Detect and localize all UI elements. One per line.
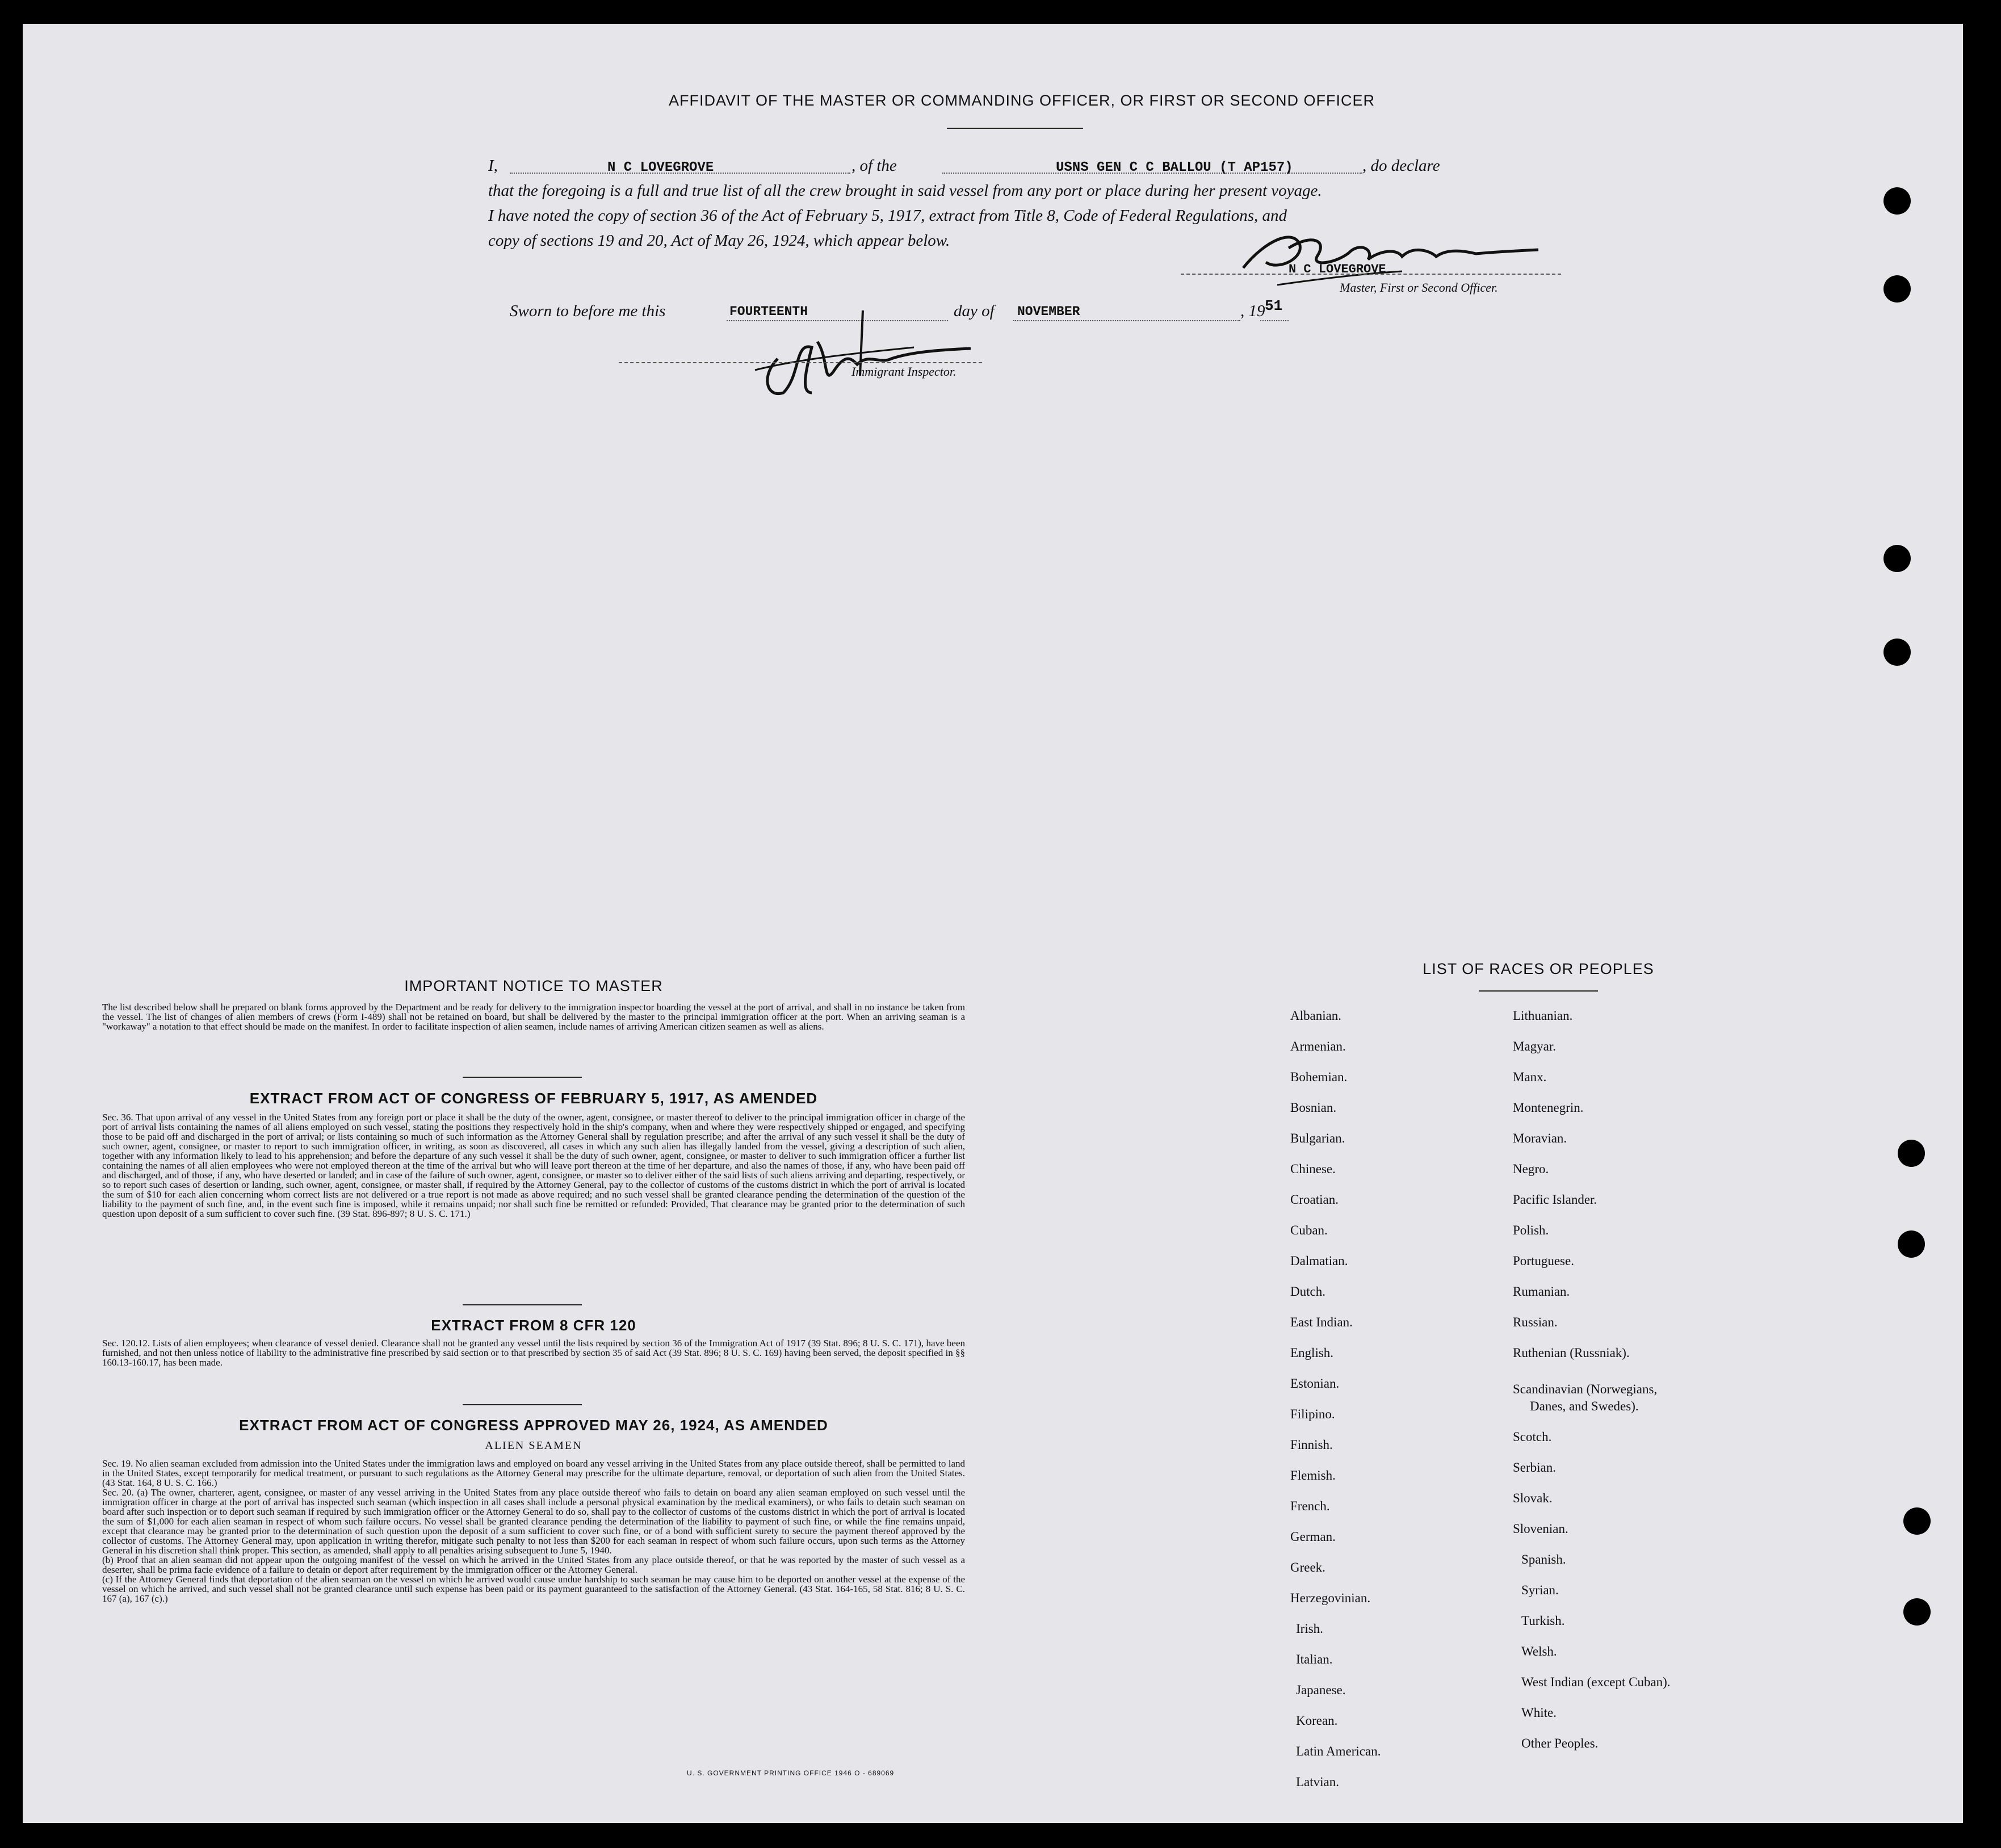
affidavit-line-4: copy of sections 19 and 20, Act of May 26, 1924, which appear below. (488, 232, 950, 250)
race-item: Flemish. (1290, 1468, 1336, 1482)
race-item: Scotch. (1513, 1430, 1552, 1444)
notice-divider (463, 1077, 582, 1078)
race-item: Polish. (1513, 1223, 1549, 1237)
vessel-name: USNS GEN C C BALLOU (T AP157) (1056, 160, 1293, 175)
race-item: Other Peoples. (1521, 1736, 1599, 1750)
sec-20b-text: (b) Proof that an alien seaman did not appear upon the outgoing manifest of the vessel on which he arrived in the United States from any place outside thereof, or that he was reported by the master of such vessel as a deserter, shall be prima facie evidence of a failure to detain or deport after requirement by the immigration officer or the Attorney General. (102, 1555, 965, 1575)
extract-1917-divider (463, 1304, 582, 1305)
race-item: Filipino. (1290, 1407, 1335, 1421)
race-item: Pacific Islander. (1513, 1192, 1597, 1207)
race-item: Greek. (1290, 1560, 1325, 1574)
binder-hole (1883, 187, 1911, 215)
sec-20a-text: Sec. 20. (a) The owner, charterer, agent, consignee, or master of any vessel arriving in the United States from any place outside thereof who fails to detain on board any alien seaman employed on such vessel until the immigration officer in charge at the port of arrival has inspected such seaman (which inspection in all cases shall include a personal physical examination by the medical examiners), or who fails to detain such seaman on board after such inspection or to deport such seaman if required by such immigration officer or the Attorney General to do so, shall pay to the collector of customs of the customs district in which the port of arrival is located the sum of $1,000 for each alien seaman in respect of whom such failure occurs. No vessel shall be granted clearance pending the determination of the liability to payment of such fine, or while the fine remains unpaid, except that clearance may be granted prior to the determination of such question upon the deposit of a sum sufficient to cover such fine, or of a bond with sufficient surety to secure the payment thereof approved by the collector of customs. The Attorney General may, upon application in writing therefor, mitigate such penalty to not less than $200 for each seaman in respect of whom such failure occurs, upon such terms as the Attorney General in his discretion shall think proper. This section, as amended, shall apply to all penalties arising subsequent to June 5, 1940. (102, 1487, 965, 1556)
race-item: Rumanian. (1513, 1284, 1570, 1299)
race-item: French. (1290, 1499, 1330, 1513)
binder-hole (1898, 1230, 1925, 1258)
race-item: Croatian. (1290, 1192, 1339, 1207)
race-item: Italian. (1296, 1652, 1333, 1666)
race-item: Negro. (1513, 1162, 1549, 1176)
race-item: Korean. (1296, 1713, 1338, 1728)
sworn-label: Sworn to before me this (510, 302, 666, 320)
race-item: Bosnian. (1290, 1101, 1337, 1115)
race-item: Cuban. (1290, 1223, 1328, 1237)
race-item: Welsh. (1521, 1644, 1557, 1658)
race-item: Manx. (1513, 1070, 1547, 1084)
race-item: Ruthenian (Russniak). (1513, 1346, 1630, 1360)
extract-cfr-divider (463, 1404, 582, 1405)
extract-1924-title: EXTRACT FROM ACT OF CONGRESS APPROVED MAY 26, 1924, AS AMENDED (239, 1417, 828, 1434)
label-of-the: , of the (851, 157, 897, 175)
race-item: Irish. (1296, 1622, 1323, 1636)
officer-name: N C LOVEGROVE (607, 160, 714, 175)
race-item: Japanese. (1296, 1683, 1346, 1697)
race-item: Bohemian. (1290, 1070, 1348, 1084)
binder-hole (1883, 545, 1911, 572)
form-page (23, 24, 1963, 1823)
race-item: Estonian. (1290, 1376, 1340, 1391)
label-i: I, (488, 157, 498, 175)
race-item: Portuguese. (1513, 1254, 1574, 1268)
race-item: Latvian. (1296, 1775, 1339, 1789)
race-item: Montenegrin. (1513, 1101, 1584, 1115)
year-prefix: , 19 (1240, 302, 1265, 320)
race-item: Spanish. (1521, 1552, 1566, 1566)
extract-1924-subtitle: ALIEN SEAMEN (485, 1439, 582, 1452)
race-item: Latin American. (1296, 1744, 1381, 1758)
race-item: Dutch. (1290, 1284, 1325, 1299)
race-item: Chinese. (1290, 1162, 1336, 1176)
binder-hole (1898, 1140, 1925, 1167)
race-item: Lithuanian. (1513, 1009, 1573, 1023)
inspector-signature (744, 308, 982, 410)
binder-hole (1903, 1598, 1931, 1626)
binder-hole (1903, 1507, 1931, 1535)
race-item: Albanian. (1290, 1009, 1342, 1023)
notice-title: IMPORTANT NOTICE TO MASTER (404, 977, 663, 994)
inspector-caption: Immigrant Inspector. (851, 364, 957, 379)
race-item: Slovak. (1513, 1491, 1553, 1505)
binder-hole (1883, 275, 1911, 303)
year-line (1260, 320, 1289, 321)
race-item: German. (1290, 1530, 1336, 1544)
race-item: Russian. (1513, 1315, 1558, 1329)
day-of-label: day of (954, 302, 995, 320)
affidavit-line-2: that the foregoing is a full and true list of all the crew brought in said vessel from any port or place during her present voyage. (488, 182, 1322, 200)
race-item: Moravian. (1513, 1131, 1567, 1145)
races-divider (1479, 990, 1598, 992)
races-title: LIST OF RACES OR PEOPLES (1423, 960, 1654, 977)
extract-cfr-title: EXTRACT FROM 8 CFR 120 (431, 1317, 636, 1334)
race-item: West Indian (except Cuban). (1521, 1675, 1671, 1689)
race-item: English. (1290, 1346, 1334, 1360)
race-item: Scandinavian (Norwegians, (1513, 1382, 1658, 1396)
sworn-day: FOURTEENTH (729, 304, 808, 319)
sec-19-text: Sec. 19. No alien seaman excluded from admission into the United States under the immigration laws and employed on board any vessel arriving in the United States from any place outside thereof, shall be permitted to land in the United States, except temporarily for medical treatment, or pursuant to such regulations as the Attorney General may prescribe for the ultimate departure, removal, or deportation of such alien from the United States. (43 Stat. 164, 8 U. S. C. 166.) (102, 1458, 965, 1488)
race-item: Magyar. (1513, 1039, 1557, 1053)
race-item: White. (1521, 1706, 1557, 1720)
year-suffix: 51 (1265, 297, 1283, 314)
race-item: Armenian. (1290, 1039, 1346, 1053)
race-item: Turkish. (1521, 1614, 1565, 1628)
sec-20c-text: (c) If the Attorney General finds that deportation of the alien seaman on the vessel on which he arrived would cause undue hardship to such seaman he may cause him to be deported on another vessel at the expense of the vessel on which he arrived, and such vessel shall not be granted clearance until such expense has been paid or its payment guaranteed to the satisfaction of the Attorney General. (43 Stat. 164-165, 58 Stat. 816; 8 U. S. C. 167 (a), 167 (c).) (102, 1574, 965, 1604)
extract-1924-sections (102, 1459, 965, 1603)
affidavit-title: AFFIDAVIT OF THE MASTER OR COMMANDING OFFICER, OR FIRST OR SECOND OFFICER (668, 92, 1375, 109)
race-item: Finnish. (1290, 1438, 1333, 1452)
race-item: Danes, and Swedes). (1530, 1399, 1639, 1413)
title-divider (947, 128, 1083, 129)
printer-imprint: U. S. GOVERNMENT PRINTING OFFICE 1946 O - 689069 (687, 1769, 895, 1777)
race-item: Serbian. (1513, 1460, 1557, 1475)
race-item: Bulgarian. (1290, 1131, 1345, 1145)
label-do-declare: , do declare (1362, 157, 1440, 175)
extract-1917-title: EXTRACT FROM ACT OF CONGRESS OF FEBRUARY 5, 1917, AS AMENDED (249, 1090, 818, 1107)
race-item: East Indian. (1290, 1315, 1353, 1329)
sworn-month-line (1013, 320, 1240, 321)
signature-caption: Master, First or Second Officer. (1340, 280, 1498, 295)
inspector-signature-line (619, 362, 982, 363)
extract-1917-body: Sec. 36. That upon arrival of any vessel in the United States from any foreign port or place it shall be the duty of the owner, agent, consignee, or master thereof to deliver to the principal immigration officer in charge of the port of arrival lists containing the names of all aliens employed on such vessel, stating the positions they respectively hold in the ship's company, when and where they were respectively shipped or engaged, and specifying those to be paid off and discharged in the port of arrival; or lists containing so much of such information as the Attorney General shall by regulation prescribe; and after the arrival of any such vessel it shall be the duty of such owner, agent, consignee, or master to report to such immigration officer, in writing, as soon as discovered, all cases in which any such alien has illegally landed from the vessel, giving a description of such alien, together with any information likely to lead to his apprehension; and before the departure of any such vessel it shall be the duty of such owner, agent, consignee, or master to deliver to such immigration officer a further list containing the names of all alien employees who were not employed thereon at the time of the arrival but who will leave port thereon at the time of her departure, and also the names of those, if any, who have been paid off and discharged, and of those, if any, who have deserted or landed; and in case of the failure of such owner, agent, consignee, or master so to deliver either of the said lists of such aliens arriving and departing, respectively, or so to report such cases of desertion or landing, such owner, agent, consignee, or master shall, if required by the Attorney General, pay to the collector of customs of the customs district in which the port of arrival is located the sum of $10 for each alien concerning whom correct lists are not delivered or a true report is not made as above required; and no such vessel shall be granted clearance pending the determination of the question of the liability to the payment of such fine, and, in the event such fine is imposed, while it remains unpaid; nor shall such fine be remitted or refunded: Provided, That clearance may be granted prior to the determination of such question upon deposit of a sum sufficient to cover such fine. (39 Stat. 896-897; 8 U. S. C. 171.) (102, 1112, 965, 1219)
sworn-month: NOVEMBER (1017, 304, 1080, 319)
extract-cfr-body: Sec. 120.12. Lists of alien employees; when clearance of vessel denied. Clearance shall not be granted any vessel until the lists required by section 36 of the Immigration Act of 1917 (39 Stat. 896; 8 U. S. C. 171), have been furnished, and not then unless notice of liability to the administrative fine prescribed by said section or to that prescribed by section 35 of said Act (39 Stat. 896; 8 U. S. C. 169) having been served, the deposit specified in §§ 160.13-160.17, has been made. (102, 1338, 965, 1368)
affidavit-line-3: I have noted the copy of section 36 of the Act of February 5, 1917, extract from Title 8, Code of Federal Regulations, and (488, 207, 1287, 225)
race-item: Slovenian. (1513, 1522, 1568, 1536)
notice-body: The list described below shall be prepared on blank forms approved by the Department and be ready for delivery to the immigration inspector boarding the vessel at the port of arrival, and shall in no instance be taken from the vessel. The list of changes of alien members of crews (Form I-489) shall not be retained on board, but shall be delivered by the master to the principal immigration officer at the port. When an arriving seaman is a "workaway" a notation to that effect should be made on the manifest. In order to facilitate inspection of alien seamen, include names of arriving American citizen seamen as well as aliens. (102, 1002, 965, 1032)
signature-typed-name: N C LOVEGROVE (1289, 262, 1386, 276)
race-item: Syrian. (1521, 1583, 1559, 1597)
binder-hole (1883, 639, 1911, 666)
race-item: Dalmatian. (1290, 1254, 1348, 1268)
race-item: Herzegovinian. (1290, 1591, 1371, 1605)
